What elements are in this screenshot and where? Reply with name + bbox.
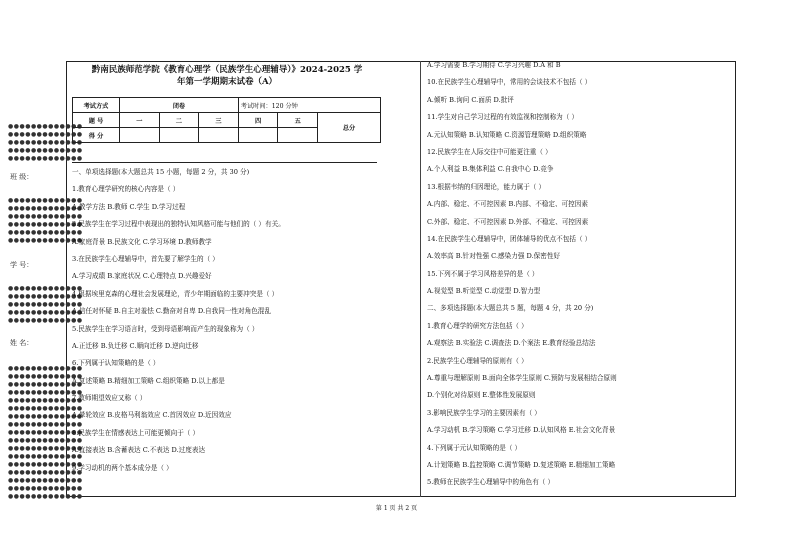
question-line: C.外部、稳定、不可控因素 D.外部、不稳定、可控因素 [427, 217, 589, 226]
dot-row: ●●●●●●●●●●●●● [8, 477, 83, 484]
dot-row: ●●●●●●●●●●●●● [8, 493, 83, 500]
question-line: 二、多项选择题(本大题总共 5 题，每题 4 分，共 20 分) [427, 304, 594, 313]
question-line: A.视觉型 B.听觉型 C.动觉型 D.智力型 [427, 287, 541, 296]
question-line: A.直接表达 B.含蓄表达 C.不表达 D.过度表达 [72, 446, 206, 455]
question-line: 14.在民族学生心理辅导中，团体辅导的优点不包括（ ） [427, 234, 592, 243]
question-line: 1.教育心理学研究的核心内容是（ ） [72, 185, 180, 194]
question-line: A.元认知策略 B.认知策略 C.资源管理策略 D.组织策略 [427, 130, 587, 139]
question-line: A.内部、稳定、不可控因素 B.内部、不稳定、可控因素 [427, 200, 588, 209]
question-line: A.晕轮效应 B.皮格马利翁效应 C.首因效应 D.近因效应 [72, 411, 232, 420]
question-line: 1.教育心理学的研究方法包括（ ） [427, 321, 528, 330]
question-line: 5.民族学生在学习语言时，受到母语影响而产生的现象称为（ ） [72, 324, 259, 333]
page-number: 第 1 页 共 2 页 [375, 505, 418, 512]
section-header: 四 [238, 113, 278, 128]
question-line: 2.民族学生心理辅导的原则有（ ） [427, 356, 528, 365]
question-line: A.倾听 B.询问 C.面质 D.批评 [427, 95, 514, 104]
section-header: 一 [120, 113, 160, 128]
dot-row: ●●●●●●●●●●●●● [8, 469, 83, 476]
question-line: 2.民族学生在学习过程中表现出的独特认知风格可能与他们的（ ）有关。 [72, 220, 285, 229]
question-line: A.正迁移 B.负迁移 C.顺向迁移 D.逆向迁移 [72, 341, 199, 350]
score-cell[interactable] [238, 128, 278, 143]
question-line: A.家庭背景 B.民族文化 C.学习环境 D.教师教学 [72, 237, 212, 246]
score-cell[interactable] [278, 128, 318, 143]
question-line: 3.影响民族学生学习的主要因素有（ ） [427, 408, 541, 417]
exam-method-value: 闭卷 [120, 98, 239, 113]
binding-sidebar [8, 120, 83, 500]
question-line: A.观察法 B.实验法 C.调查法 D.个案法 E.教育经验总结法 [427, 339, 596, 348]
dot-row: ●●●●●●●●●●●●● [8, 309, 83, 316]
class-label: 班 级： [10, 173, 34, 181]
dot-row: ●●●●●●●●●●●●● [8, 405, 83, 412]
left-column [72, 164, 412, 477]
question-line: 5.教师在民族学生心理辅导中的角色有（ ） [427, 478, 555, 487]
dot-row: ●●●●●●●●●●●●● [8, 373, 83, 380]
right-column [427, 57, 727, 492]
section-header: 五 [278, 113, 318, 128]
dot-row: ●●●●●●●●●●●●● [8, 293, 83, 300]
question-line: A.尊重与理解原则 B.面向全体学生原则 C.预防与发展相结合原则 [427, 374, 617, 383]
exam-info-table [72, 97, 381, 143]
dot-row: ●●●●●●●●●●●●● [8, 389, 83, 396]
exam-method-label: 考试方式 [73, 98, 120, 113]
dot-row: ●●●●●●●●●●●●● [8, 453, 83, 460]
question-line: 15.下列不属于学习风格差异的是（ ） [427, 269, 539, 278]
question-no-label: 题 号 [73, 113, 120, 128]
dot-row: ●●●●●●●●●●●●● [8, 229, 83, 236]
dot-row: ●●●●●●●●●●●●● [8, 429, 83, 436]
dot-row: ●●●●●●●●●●●●● [8, 421, 83, 428]
question-line: A.效率高 B.针对性强 C.感染力强 D.保密性好 [427, 252, 561, 261]
dot-row: ●●●●●●●●●●●●● [8, 485, 83, 492]
dot-row: ●●●●●●●●●●●●● [8, 123, 83, 130]
question-line: A.复述策略 B.精细加工策略 C.组织策略 D.以上都是 [72, 376, 225, 385]
dot-row: ●●●●●●●●●●●●● [8, 205, 83, 212]
question-line: 一、单项选择题(本大题总共 15 小题，每题 2 分，共 30 分) [72, 168, 250, 176]
column-divider [420, 61, 421, 497]
question-line: A.信任对怀疑 B.自主对羞怯 C.勤奋对自卑 D.自我同一性对角色混乱 [72, 307, 271, 316]
score-cell[interactable] [199, 128, 239, 143]
dot-row: ●●●●●●●●●●●●● [8, 301, 83, 308]
dot-row: ●●●●●●●●●●●●● [8, 365, 83, 372]
section-header: 三 [199, 113, 239, 128]
dot-row: ●●●●●●●●●●●●● [8, 131, 83, 138]
question-line: A.计划策略 B.监控策略 C.调节策略 D.复述策略 E.精细加工策略 [427, 460, 616, 469]
dot-row: ●●●●●●●●●●●●● [8, 155, 83, 162]
dot-row: ●●●●●●●●●●●●● [8, 221, 83, 228]
dot-row: ●●●●●●●●●●●●● [8, 139, 83, 146]
question-line: 9.学习动机的两个基本成分是（ ） [72, 463, 173, 472]
dot-row: ●●●●●●●●●●●●● [8, 213, 83, 220]
question-line: A.学习成绩 B.家庭状况 C.心理特点 D.兴趣爱好 [72, 272, 212, 281]
name-label: 姓 名： [10, 339, 34, 347]
exam-title [72, 64, 382, 88]
exam-time: 考试时间：120 分钟 [238, 98, 380, 113]
score-cell[interactable] [159, 128, 199, 143]
dot-row: ●●●●●●●●●●●●● [8, 397, 83, 404]
section-header: 二 [159, 113, 199, 128]
score-cell[interactable] [120, 128, 160, 143]
section-separator [72, 162, 377, 163]
dot-row: ●●●●●●●●●●●●● [8, 147, 83, 154]
dot-row: ●●●●●●●●●●●●● [8, 317, 83, 324]
dot-row: ●●●●●●●●●●●●● [8, 413, 83, 420]
dot-row: ●●●●●●●●●●●●● [8, 437, 83, 444]
question-line: 7.教师期望效应又称（ ） [72, 394, 147, 403]
dot-row: ●●●●●●●●●●●●● [8, 237, 83, 244]
question-line: D.个别化对待原则 E.整体性发展原则 [427, 391, 536, 400]
question-line: A.学习动机 B.学习策略 C.学习迁移 D.认知风格 E.社会文化背景 [427, 426, 616, 435]
question-line: 13.根据韦纳的归因理论，能力属于（ ） [427, 182, 546, 191]
student-id-label: 学 号： [10, 261, 34, 269]
question-line: 3.在民族学生心理辅导中，首先要了解学生的（ ） [72, 254, 219, 263]
dot-row: ●●●●●●●●●●●●● [8, 197, 83, 204]
question-line: 4.下列属于元认知策略的是（ ） [427, 443, 522, 452]
total-label: 总分 [318, 113, 381, 143]
score-label: 得 分 [73, 128, 120, 143]
question-line: A.个人利益 B.集体利益 C.自我中心 D.竞争 [427, 165, 554, 174]
question-line: A.学习需要 B.学习期待 C.学习兴趣 D.A 和 B [427, 61, 561, 69]
dot-row: ●●●●●●●●●●●●● [8, 445, 83, 452]
question-line: A.教学方法 B.教师 C.学生 D.学习过程 [72, 202, 186, 211]
question-line: 6.下列属于认知策略的是（ ） [72, 359, 160, 368]
question-line: 4.根据埃里克森的心理社会发展理论，青少年期面临的主要冲突是（ ） [72, 289, 279, 298]
question-line: 8.民族学生在情感表达上可能更倾向于（ ） [72, 428, 200, 437]
question-line: 12.民族学生在人际交往中可能更注重（ ） [427, 147, 552, 156]
title-line-2: 年第一学期期末试卷（A） [176, 77, 278, 87]
dot-row: ●●●●●●●●●●●●● [8, 285, 83, 292]
dot-row: ●●●●●●●●●●●●● [8, 381, 83, 388]
title-line-1: 黔南民族师范学院《教育心理学（民族学生心理辅导）》2024-2025 学 [91, 65, 363, 75]
dot-row: ●●●●●●●●●●●●● [8, 461, 83, 468]
question-line: 10.在民族学生心理辅导中，常用的会谈技术不包括（ ） [427, 78, 592, 87]
question-line: 11.学生对自己学习过程的有效监视和控制称为（ ） [427, 113, 579, 122]
